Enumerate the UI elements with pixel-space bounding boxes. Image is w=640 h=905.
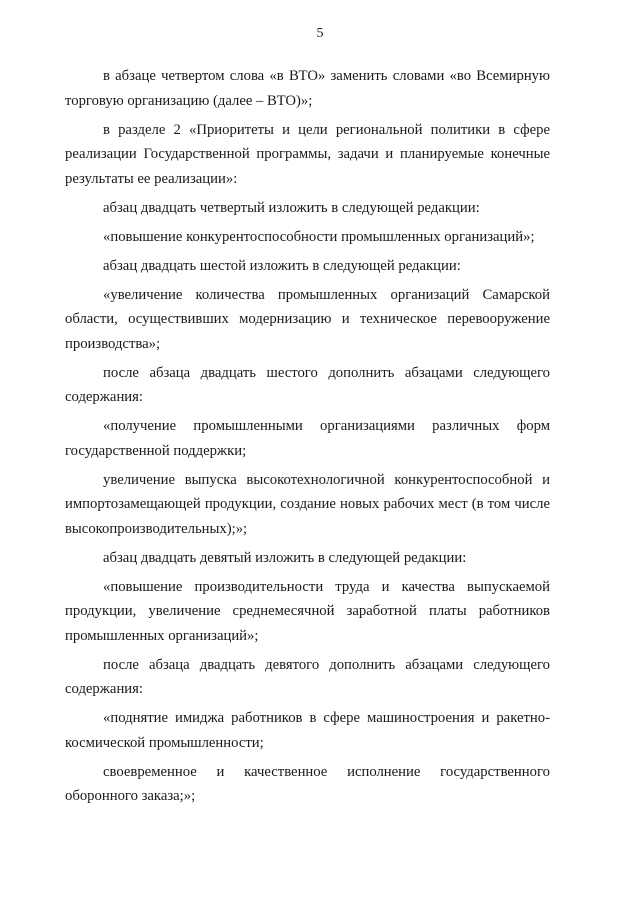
paragraph: «увеличение количества промышленных организаций Самарской области, осуществивших модернизацию и техническое перевооружение производства»; [65, 286, 550, 352]
page-number: 5 [316, 26, 324, 41]
paragraph: абзац двадцать четвертый изложить в следующей редакции: [103, 199, 480, 216]
paragraph: «повышение конкурентоспособности промышленных организаций»; [103, 228, 535, 245]
paragraph: в абзаце четвертом слова «в ВТО» заменить словами «во Всемирную торговую организацию (далее – ВТО)»; [65, 68, 550, 109]
paragraph: «поднятие имиджа работников в сфере машиностроения и ракетно-космической промышленности; [65, 710, 550, 751]
document-body [65, 64, 550, 813]
paragraph: «повышение производительности труда и качества выпускаемой продукции, увеличение среднемесячной заработной платы работников промышленных организаций»; [65, 578, 550, 644]
paragraph: увеличение выпуска высокотехнологичной конкурентоспособной и импортозамещающей продукции, создание новых рабочих мест (в том числе высокопроизводительных);»; [65, 471, 550, 537]
paragraph: после абзаца двадцать шестого дополнить абзацами следующего содержания: [65, 364, 550, 405]
paragraph: абзац двадцать девятый изложить в следующей редакции: [103, 549, 467, 566]
paragraph: после абзаца двадцать девятого дополнить абзацами следующего содержания: [65, 656, 550, 697]
paragraph: своевременное и качественное исполнение государственного оборонного заказа;»; [65, 763, 550, 804]
paragraph: «получение промышленными организациями различных форм государственной поддержки; [65, 418, 550, 459]
paragraph: абзац двадцать шестой изложить в следующей редакции: [103, 257, 461, 274]
paragraph: в разделе 2 «Приоритеты и цели региональной политики в сфере реализации Государственной программы, задачи и планируемые конечные результаты ее реализации»: [65, 121, 550, 187]
